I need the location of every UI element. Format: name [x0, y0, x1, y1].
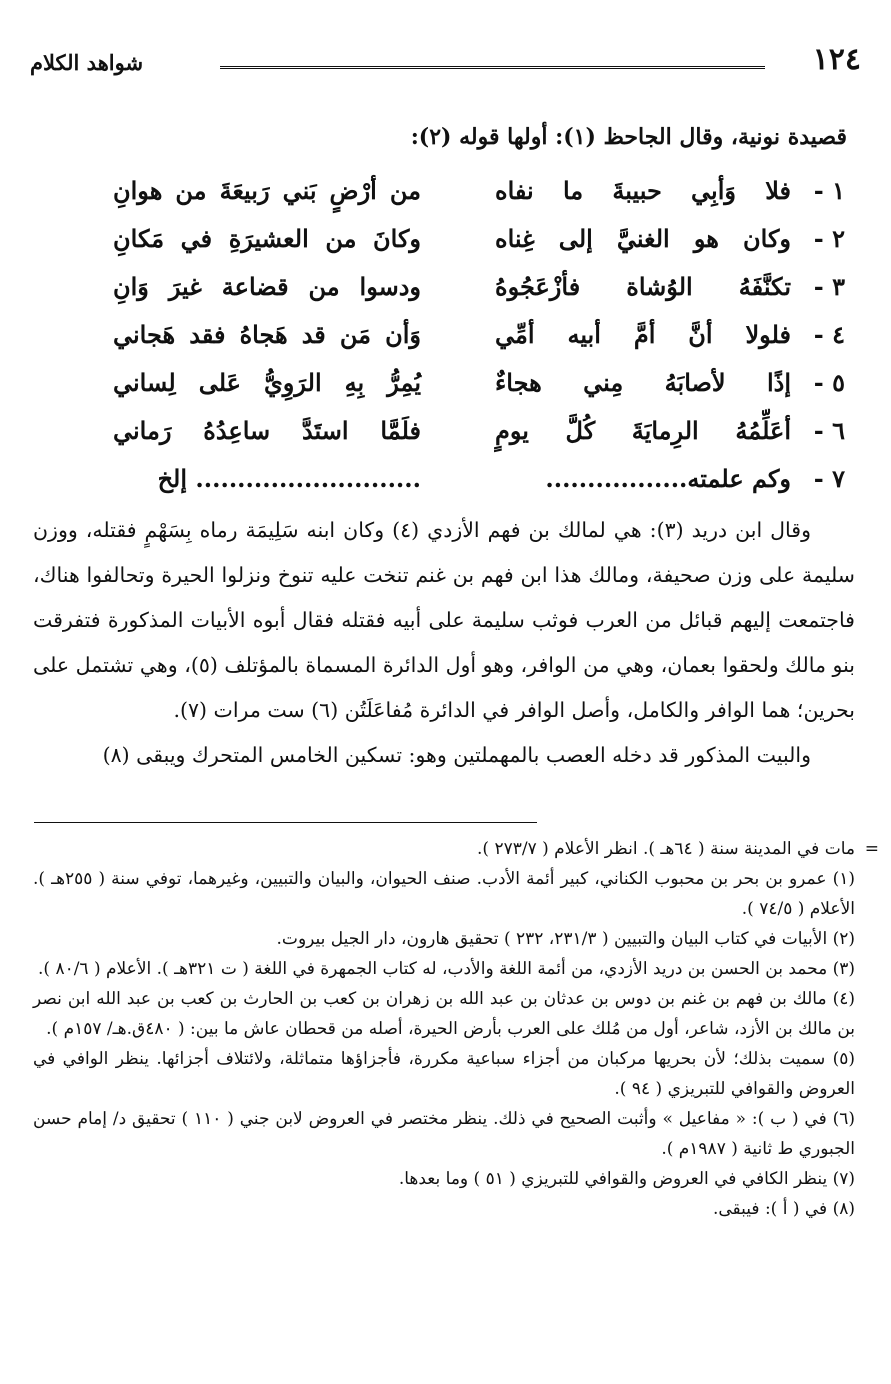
verse-line [0, 176, 891, 224]
verse-first-hemistich: تكنَّفَهُ الوُشاة فأزْعَجُوهُ [495, 272, 791, 301]
footnote: (٣) محمد بن الحسن بن دريد الأزدي، من أئمة اللغة والأدب، له كتاب الجمهرة في اللغة ( ت ٣٢١هـ ). الأعلام ( ٨٠/٦ ). [37, 959, 855, 979]
verse-first-hemistich: إذًا لأصابَهُ مِني هجاءٌ [495, 368, 791, 397]
footnote: (٥) سميت بذلك؛ لأن بحريها مركبان من أجزاء سباعية مكررة، فأجزاؤها متماثلة، ولائتلاف أجزائها. ينظر الوافي في العروض والقوافي للتبريزي ( ٩٤ ). [33, 1049, 855, 1099]
footnote: (٨) في ( أ ): فيبقى. [712, 1199, 855, 1219]
footnote: (٢) الأبيات في كتاب البيان والتبيين ( ٢٣١/٣، ٢٣٢ ) تحقيق هارون، دار الجيل بيروت. [276, 929, 855, 949]
verse-second-hemistich: من أرْضٍ بَني رَبيعَةَ من هوانِ [113, 176, 421, 205]
footnote-continuation [33, 834, 879, 864]
verse-line [0, 464, 891, 512]
verse-second-hemistich: ........................... إلخ [157, 464, 421, 493]
verse-second-hemistich: فلَمَّا استَدَّ ساعِدُهُ رَماني [113, 416, 421, 445]
verse-line [0, 368, 891, 416]
verse-second-hemistich: يُمِرُّ بِهِ الرَوِيُّ عَلى لِساني [113, 368, 421, 397]
verse-line [0, 272, 891, 320]
body-text [33, 508, 855, 778]
verse-first-hemistich: وكان هو الغنيَّ إلى غِناه [495, 224, 791, 253]
verse-first-hemistich: فلولا أنَّ أمَّ أبيه أمِّي [495, 320, 791, 349]
verse-second-hemistich: وكانَ من العشيرَةِ في مَكانِ [113, 224, 421, 253]
footnote-divider [34, 822, 537, 823]
verse-number: ٢ - [813, 224, 845, 253]
footnotes [33, 834, 879, 1224]
intro-line: قصيدة نونية، وقال الجاحظ (١): أولها قوله (٢): [410, 124, 847, 150]
verse-number: ٤ - [813, 320, 845, 349]
verse-line [0, 224, 891, 272]
verse-first-hemistich: وكم علمته................. [545, 464, 791, 493]
continuation-marker: = [864, 839, 879, 859]
verse-second-hemistich: وَأن مَن قد هَجاهُ فقد هَجاني [113, 320, 421, 349]
verse-number: ١ - [813, 176, 845, 205]
verse-first-hemistich: فلا وَأبِي حبيبةَ ما نفاه [495, 176, 791, 205]
running-title: شواهد الكلام [30, 50, 144, 75]
verse-line [0, 416, 891, 464]
body-paragraph: وقال ابن دريد (٣): هي لمالك بن فهم الأزدي (٤) وكان ابنه سَلِيمَة رماه بِسَهْمٍ فقتله، ووزن سليمة على وزن صحيفة، ومالك هذا ابن فهم بن غنم تنخت عليه تنوخ ونزلوا الحيرة وتحالفوا هناك، فاجتمعت إليهم قبائل من العرب فوثب سليمة على أبيه فقتله فقال أبوه الأبيات المذكورة فتفرقت بنو مالك ولحقوا بعمان، وهي من الوافر، وهو أول الدائرة المسماة بالمؤتلف (٥)، وهي تشتمل على بحرين؛ هما الوافر والكامل، وأصل الوافر في الدائرة مُفاعَلَتُن (٦) ست مرات (٧). [33, 518, 855, 722]
verse-second-hemistich: ودسوا من قضاعة غيرَ وَانِ [113, 272, 421, 301]
body-paragraph: والبيت المذكور قد دخله العصب بالمهملتين وهو: تسكين الخامس المتحرك ويبقى (٨) [102, 743, 811, 767]
verse-number: ٦ - [813, 416, 845, 445]
footnote: (٧) ينظر الكافي في العروض والقوافي للتبريزي ( ٥١ ) وما بعدها. [398, 1169, 855, 1189]
verse-first-hemistich: أعَلِّمُهُ الرِمايَةَ كُلَّ يومٍ [495, 416, 791, 445]
footnote: (١) عمرو بن بحر بن محبوب الكناني، كبير أئمة الأدب. صنف الحيوان، والبيان والتبيين، وغيرهما، توفي سنة ( ٢٥٥هـ ). الأعلام ( ٧٤/٥ ). [33, 869, 855, 919]
poem-verses [0, 176, 891, 496]
verse-number: ٥ - [813, 368, 845, 397]
header-rule [220, 66, 765, 72]
verse-line [0, 320, 891, 368]
footnote: (٦) في ( ب ): « مفاعيل » وأثبت الصحيح في ذلك. ينظر مختصر في العروض لابن جني ( ١١٠ ) تحقيق د/ إمام حسن الجبوري ط ثانية ( ١٩٨٧م ). [33, 1109, 855, 1159]
footnote: (٤) مالك بن فهم بن غنم بن دوس بن عدثان بن عبد الله بن زهران بن كعب بن الحارث بن كعب بن عبد الله ابن نصر بن مالك بن الأزد، شاعر، أول من مُلك على العرب بأرض الحيرة، أصله من قحطان عاش ما بين: ( ٤٨٠ق.هـ/ ١٥٧م ). [33, 989, 855, 1039]
page-number: ١٢٤ [812, 42, 861, 77]
verse-number: ٧ - [813, 464, 845, 493]
page-header [30, 42, 861, 80]
verse-number: ٣ - [813, 272, 845, 301]
footnote-continuation-text: مات في المدينة سنة ( ٦٤هـ ). انظر الأعلام ( ٢٧٣/٧ ). [477, 839, 855, 859]
